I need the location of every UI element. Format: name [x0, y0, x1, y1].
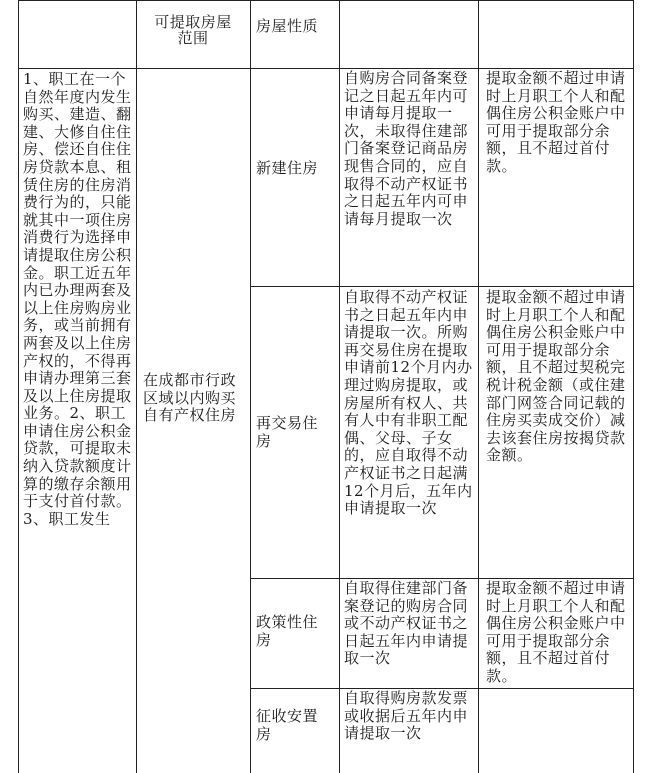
header-nature [256, 18, 332, 64]
header-col4 [343, 18, 473, 64]
rule-header-bottom [18, 68, 634, 69]
header-scope [140, 14, 246, 64]
header-nature-text: 房屋性质 [256, 18, 319, 35]
rule-row1-bottom [250, 286, 634, 287]
header-scope-text: 可提取房屋 范围 [154, 14, 232, 47]
rule-row2-bottom [250, 578, 634, 579]
time-policy-housing: 自取得住建部门备案登记的购房合同或不动产权证书之日起五年内申请提取一次 [344, 580, 469, 668]
type-new-build: 新建住房 [256, 160, 319, 177]
type-resettlement: 征收安置房 [256, 708, 319, 743]
header-col5 [482, 18, 630, 64]
amount-resale: 提取金额不超过申请时上月职工个人和配偶住房公积金账户中可用于提取部分余额，且不超过契税完税计税金额（或住建部门网签合同记载的住房买卖成交价）减去该套住房按揭贷款金额。 [486, 289, 626, 465]
rule-top [18, 0, 634, 1]
time-resettlement: 自取得购房款发票或收据后五年内申请提取一次 [344, 690, 469, 743]
rule-col2 [250, 0, 251, 773]
rule-left [18, 0, 19, 773]
type-policy-housing: 政策性住房 [256, 614, 319, 649]
rule-col3 [339, 0, 340, 773]
type-resale: 再交易住房 [256, 415, 319, 450]
rule-right [633, 0, 634, 773]
rule-col1 [136, 0, 137, 773]
scope-text: 在成都市行政区域以内购买自有产权住房 [143, 372, 237, 425]
conditions-text: 1、职工在一个自然年度内发生购买、建造、翻建、大修自住住房、偿还自住住房贷款本息、租赁住房的住房消费行为的，只能就其中一项住房消费行为选择申请提取住房公积金。职工近五年内已办理两套及以上住房购房业务，或当前拥有两套及以上住房产权的，不得再申请办理第三套及以上住房提取业务。2、职工申请住房公积金贷款，可提取未纳入贷款额度计算的缴存余额用于支付首付款。3、职工发生 [23, 71, 132, 528]
time-new-build: 自购房合同备案登记之日起五年内可申请每月提取一次，未取得住建部门备案登记商品房现售合同的，应自取得不动产权证书之日起五年内可申请每月提取一次 [344, 70, 469, 228]
amount-new-build: 提取金额不超过申请时上月职工个人和配偶住房公积金账户中可用于提取部分余额，且不超过首付款。 [486, 70, 626, 175]
time-resale: 自取得不动产权证书之日起五年内申请提取一次。所购再交易住房在提取申请前12个月内办理过购房提取，或房屋所有权人、共有人中有非职工配偶、父母、子女的，应自取得不动产权证书之日起满12个月后，五年内申请提取一次 [344, 289, 473, 518]
rule-col4 [478, 0, 479, 773]
amount-policy-housing: 提取金额不超过申请时上月职工个人和配偶住房公积金账户中可用于提取部分余额，且不超过首付款。 [486, 580, 626, 685]
